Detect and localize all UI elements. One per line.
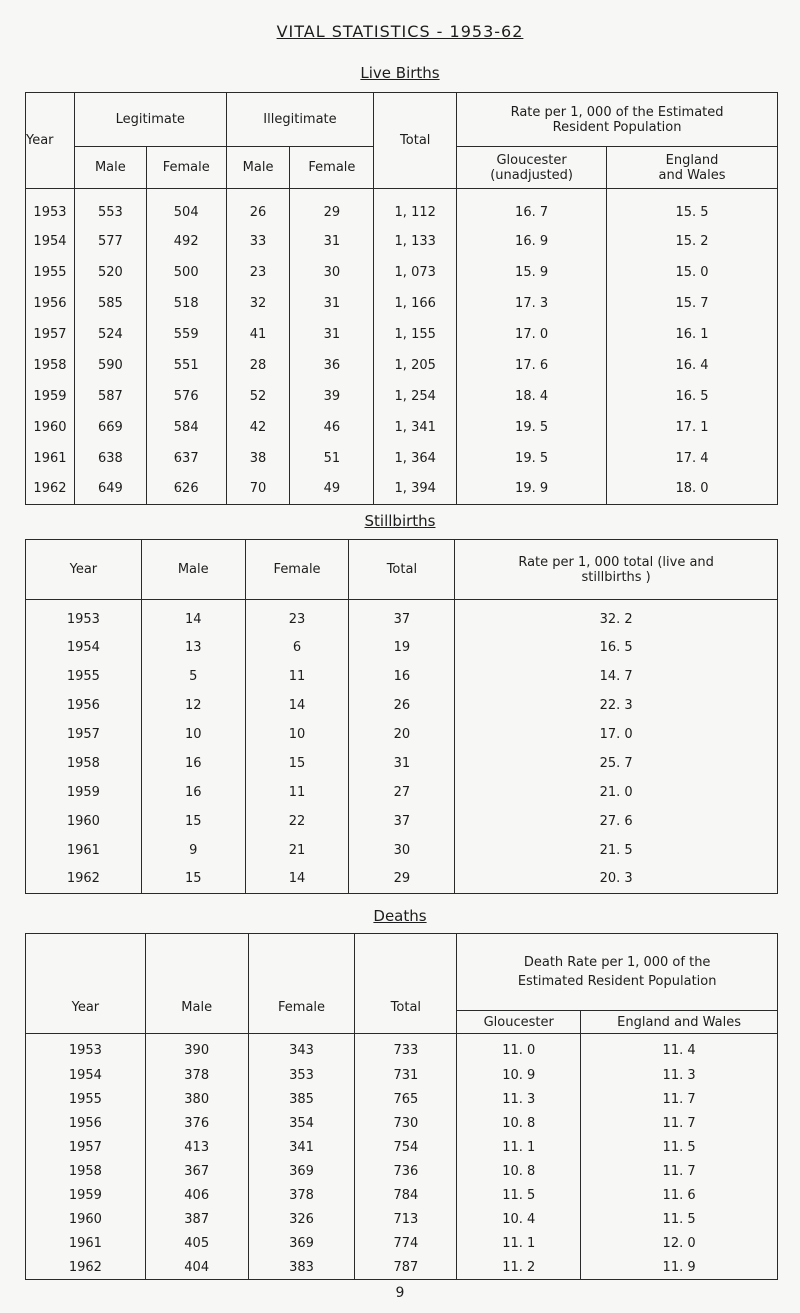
value-cell: 378 xyxy=(145,1064,248,1088)
value-cell: 16 xyxy=(141,749,245,778)
lb-header-legitimate: Legitimate xyxy=(74,93,226,147)
table-row xyxy=(26,1064,778,1088)
table-row xyxy=(26,257,778,288)
year-cell: 1958 xyxy=(26,350,75,381)
value-cell: 32. 2 xyxy=(455,600,778,633)
year-cell: 1957 xyxy=(26,319,75,350)
deaths-heading: Deaths xyxy=(373,907,427,925)
value-cell: 15. 0 xyxy=(607,257,778,288)
value-cell: 524 xyxy=(74,319,146,350)
table-row xyxy=(26,226,778,257)
value-cell: 37 xyxy=(349,807,455,836)
table-row xyxy=(26,749,778,778)
d-header-gloucester: Gloucester xyxy=(457,1011,581,1034)
year-cell: 1953 xyxy=(26,600,142,633)
value-cell: 25. 7 xyxy=(455,749,778,778)
value-cell: 26 xyxy=(226,189,290,226)
year-cell: 1960 xyxy=(26,1208,146,1232)
table-row xyxy=(26,662,778,691)
value-cell: 49 xyxy=(290,474,374,505)
value-cell: 16. 1 xyxy=(607,319,778,350)
value-cell: 31 xyxy=(290,226,374,257)
value-cell: 11 xyxy=(245,778,349,807)
value-cell: 11. 1 xyxy=(457,1232,581,1256)
value-cell: 29 xyxy=(290,189,374,226)
table-row xyxy=(26,1088,778,1112)
year-cell: 1955 xyxy=(26,662,142,691)
value-cell: 16. 7 xyxy=(457,189,607,226)
value-cell: 14 xyxy=(141,600,245,633)
lb-header-year: Year xyxy=(26,93,75,189)
value-cell: 15. 5 xyxy=(607,189,778,226)
value-cell: 14 xyxy=(245,691,349,720)
sb-header-rate: Rate per 1, 000 total (live and stillbirths ) xyxy=(455,540,778,600)
value-cell: 520 xyxy=(74,257,146,288)
value-cell: 29 xyxy=(349,865,455,894)
value-cell: 1, 394 xyxy=(374,474,457,505)
year-cell: 1962 xyxy=(26,865,142,894)
value-cell: 390 xyxy=(145,1034,248,1064)
value-cell: 17. 0 xyxy=(455,720,778,749)
value-cell: 11. 7 xyxy=(581,1112,778,1136)
table-row xyxy=(26,350,778,381)
d-header-year: Year xyxy=(26,934,146,1034)
value-cell: 15 xyxy=(245,749,349,778)
value-cell: 15. 2 xyxy=(607,226,778,257)
table-row xyxy=(26,1160,778,1184)
lb-header-illegitimate: Illegitimate xyxy=(226,93,374,147)
value-cell: 11. 0 xyxy=(457,1034,581,1064)
value-cell: 353 xyxy=(248,1064,355,1088)
value-cell: 11. 9 xyxy=(581,1256,778,1280)
live-births-heading: Live Births xyxy=(360,64,440,82)
table-row xyxy=(26,691,778,720)
value-cell: 341 xyxy=(248,1136,355,1160)
value-cell: 51 xyxy=(290,443,374,474)
year-cell: 1962 xyxy=(26,474,75,505)
value-cell: 369 xyxy=(248,1160,355,1184)
value-cell: 577 xyxy=(74,226,146,257)
year-cell: 1955 xyxy=(26,257,75,288)
value-cell: 354 xyxy=(248,1112,355,1136)
value-cell: 736 xyxy=(355,1160,457,1184)
value-cell: 730 xyxy=(355,1112,457,1136)
value-cell: 27. 6 xyxy=(455,807,778,836)
value-cell: 23 xyxy=(226,257,290,288)
table-row xyxy=(26,443,778,474)
value-cell: 19. 5 xyxy=(457,412,607,443)
value-cell: 14. 7 xyxy=(455,662,778,691)
value-cell: 21. 0 xyxy=(455,778,778,807)
table-row xyxy=(26,319,778,350)
value-cell: 553 xyxy=(74,189,146,226)
value-cell: 1, 254 xyxy=(374,381,457,412)
page-title: VITAL STATISTICS - 1953-62 xyxy=(276,22,524,41)
value-cell: 39 xyxy=(290,381,374,412)
sb-header-male: Male xyxy=(141,540,245,600)
value-cell: 12 xyxy=(141,691,245,720)
value-cell: 500 xyxy=(146,257,226,288)
value-cell: 765 xyxy=(355,1088,457,1112)
year-cell: 1961 xyxy=(26,1232,146,1256)
year-cell: 1956 xyxy=(26,691,142,720)
year-cell: 1954 xyxy=(26,633,142,662)
value-cell: 20. 3 xyxy=(455,865,778,894)
value-cell: 11. 5 xyxy=(581,1208,778,1232)
value-cell: 380 xyxy=(145,1088,248,1112)
value-cell: 10. 9 xyxy=(457,1064,581,1088)
value-cell: 367 xyxy=(145,1160,248,1184)
year-cell: 1956 xyxy=(26,288,75,319)
value-cell: 637 xyxy=(146,443,226,474)
value-cell: 31 xyxy=(349,749,455,778)
value-cell: 19. 5 xyxy=(457,443,607,474)
value-cell: 1, 341 xyxy=(374,412,457,443)
value-cell: 37 xyxy=(349,600,455,633)
value-cell: 28 xyxy=(226,350,290,381)
lb-header-illegit-male: Male xyxy=(226,147,290,189)
value-cell: 17. 3 xyxy=(457,288,607,319)
value-cell: 36 xyxy=(290,350,374,381)
value-cell: 11. 1 xyxy=(457,1136,581,1160)
d-header-rate: Death Rate per 1, 000 of the Estimated Resident Population xyxy=(457,934,778,1011)
value-cell: 15. 7 xyxy=(607,288,778,319)
value-cell: 733 xyxy=(355,1034,457,1064)
value-cell: 17. 4 xyxy=(607,443,778,474)
value-cell: 32 xyxy=(226,288,290,319)
lb-header-legit-male: Male xyxy=(74,147,146,189)
value-cell: 18. 4 xyxy=(457,381,607,412)
value-cell: 11. 6 xyxy=(581,1184,778,1208)
value-cell: 10 xyxy=(245,720,349,749)
value-cell: 13 xyxy=(141,633,245,662)
value-cell: 649 xyxy=(74,474,146,505)
value-cell: 11. 5 xyxy=(581,1136,778,1160)
d-header-england: England and Wales xyxy=(581,1011,778,1034)
value-cell: 16 xyxy=(141,778,245,807)
value-cell: 12. 0 xyxy=(581,1232,778,1256)
value-cell: 16. 9 xyxy=(457,226,607,257)
value-cell: 18. 0 xyxy=(607,474,778,505)
table-row xyxy=(26,600,778,633)
value-cell: 518 xyxy=(146,288,226,319)
table-row xyxy=(26,412,778,443)
value-cell: 10. 8 xyxy=(457,1160,581,1184)
year-cell: 1958 xyxy=(26,749,142,778)
table-row xyxy=(26,836,778,865)
value-cell: 31 xyxy=(290,319,374,350)
value-cell: 1, 073 xyxy=(374,257,457,288)
table-row xyxy=(26,288,778,319)
value-cell: 387 xyxy=(145,1208,248,1232)
table-row xyxy=(26,1184,778,1208)
value-cell: 52 xyxy=(226,381,290,412)
value-cell: 46 xyxy=(290,412,374,443)
value-cell: 576 xyxy=(146,381,226,412)
table-row xyxy=(26,865,778,894)
value-cell: 326 xyxy=(248,1208,355,1232)
value-cell: 369 xyxy=(248,1232,355,1256)
value-cell: 638 xyxy=(74,443,146,474)
value-cell: 406 xyxy=(145,1184,248,1208)
value-cell: 21 xyxy=(245,836,349,865)
value-cell: 1, 205 xyxy=(374,350,457,381)
table-row xyxy=(26,1256,778,1280)
value-cell: 23 xyxy=(245,600,349,633)
live-births-body xyxy=(26,189,778,505)
year-cell: 1957 xyxy=(26,1136,146,1160)
year-cell: 1955 xyxy=(26,1088,146,1112)
table-row xyxy=(26,1208,778,1232)
table-row xyxy=(26,1232,778,1256)
value-cell: 30 xyxy=(349,836,455,865)
value-cell: 5 xyxy=(141,662,245,691)
value-cell: 15. 9 xyxy=(457,257,607,288)
value-cell: 754 xyxy=(355,1136,457,1160)
value-cell: 6 xyxy=(245,633,349,662)
value-cell: 383 xyxy=(248,1256,355,1280)
table-row xyxy=(26,633,778,662)
value-cell: 70 xyxy=(226,474,290,505)
value-cell: 16. 5 xyxy=(607,381,778,412)
value-cell: 405 xyxy=(145,1232,248,1256)
lb-header-england: England and Wales xyxy=(607,147,778,189)
year-cell: 1956 xyxy=(26,1112,146,1136)
year-cell: 1960 xyxy=(26,807,142,836)
value-cell: 33 xyxy=(226,226,290,257)
year-cell: 1953 xyxy=(26,189,75,226)
deaths-table xyxy=(25,933,778,1280)
value-cell: 42 xyxy=(226,412,290,443)
d-header-female: Female xyxy=(248,934,355,1034)
value-cell: 504 xyxy=(146,189,226,226)
lb-header-gloucester: Gloucester (unadjusted) xyxy=(457,147,607,189)
value-cell: 11 xyxy=(245,662,349,691)
year-cell: 1957 xyxy=(26,720,142,749)
value-cell: 14 xyxy=(245,865,349,894)
lb-header-total: Total xyxy=(374,93,457,189)
value-cell: 559 xyxy=(146,319,226,350)
year-cell: 1960 xyxy=(26,412,75,443)
d-header-total: Total xyxy=(355,934,457,1034)
value-cell: 774 xyxy=(355,1232,457,1256)
value-cell: 669 xyxy=(74,412,146,443)
value-cell: 551 xyxy=(146,350,226,381)
value-cell: 404 xyxy=(145,1256,248,1280)
value-cell: 11. 5 xyxy=(457,1184,581,1208)
value-cell: 19. 9 xyxy=(457,474,607,505)
value-cell: 19 xyxy=(349,633,455,662)
sb-header-year: Year xyxy=(26,540,142,600)
value-cell: 21. 5 xyxy=(455,836,778,865)
value-cell: 1, 133 xyxy=(374,226,457,257)
value-cell: 585 xyxy=(74,288,146,319)
value-cell: 27 xyxy=(349,778,455,807)
stillbirths-heading: Stillbirths xyxy=(364,512,436,530)
value-cell: 413 xyxy=(145,1136,248,1160)
value-cell: 15 xyxy=(141,865,245,894)
deaths-body xyxy=(26,1034,778,1280)
table-row xyxy=(26,381,778,412)
live-births-table xyxy=(25,92,778,505)
value-cell: 16. 5 xyxy=(455,633,778,662)
value-cell: 10 xyxy=(141,720,245,749)
stillbirths-table xyxy=(25,539,778,894)
table-row xyxy=(26,474,778,505)
sb-header-total: Total xyxy=(349,540,455,600)
value-cell: 22 xyxy=(245,807,349,836)
value-cell: 376 xyxy=(145,1112,248,1136)
year-cell: 1954 xyxy=(26,1064,146,1088)
value-cell: 11. 2 xyxy=(457,1256,581,1280)
value-cell: 385 xyxy=(248,1088,355,1112)
year-cell: 1953 xyxy=(26,1034,146,1064)
value-cell: 1, 155 xyxy=(374,319,457,350)
value-cell: 713 xyxy=(355,1208,457,1232)
d-header-male: Male xyxy=(145,934,248,1034)
year-cell: 1959 xyxy=(26,1184,146,1208)
table-row xyxy=(26,720,778,749)
table-row xyxy=(26,1034,778,1064)
value-cell: 41 xyxy=(226,319,290,350)
value-cell: 15 xyxy=(141,807,245,836)
table-row xyxy=(26,1112,778,1136)
table-row xyxy=(26,807,778,836)
value-cell: 26 xyxy=(349,691,455,720)
year-cell: 1962 xyxy=(26,1256,146,1280)
year-cell: 1958 xyxy=(26,1160,146,1184)
value-cell: 587 xyxy=(74,381,146,412)
value-cell: 9 xyxy=(141,836,245,865)
value-cell: 17. 6 xyxy=(457,350,607,381)
value-cell: 17. 1 xyxy=(607,412,778,443)
year-cell: 1961 xyxy=(26,836,142,865)
value-cell: 16. 4 xyxy=(607,350,778,381)
table-row xyxy=(26,189,778,226)
value-cell: 38 xyxy=(226,443,290,474)
value-cell: 20 xyxy=(349,720,455,749)
value-cell: 17. 0 xyxy=(457,319,607,350)
value-cell: 31 xyxy=(290,288,374,319)
value-cell: 1, 364 xyxy=(374,443,457,474)
value-cell: 11. 3 xyxy=(581,1064,778,1088)
page-number: 9 xyxy=(395,1285,405,1301)
value-cell: 1, 112 xyxy=(374,189,457,226)
year-cell: 1961 xyxy=(26,443,75,474)
sb-header-female: Female xyxy=(245,540,349,600)
table-row xyxy=(26,778,778,807)
value-cell: 11. 3 xyxy=(457,1088,581,1112)
value-cell: 16 xyxy=(349,662,455,691)
value-cell: 10. 8 xyxy=(457,1112,581,1136)
year-cell: 1959 xyxy=(26,381,75,412)
value-cell: 10. 4 xyxy=(457,1208,581,1232)
value-cell: 343 xyxy=(248,1034,355,1064)
value-cell: 11. 7 xyxy=(581,1160,778,1184)
value-cell: 787 xyxy=(355,1256,457,1280)
value-cell: 22. 3 xyxy=(455,691,778,720)
value-cell: 30 xyxy=(290,257,374,288)
table-row xyxy=(26,1136,778,1160)
value-cell: 378 xyxy=(248,1184,355,1208)
lb-header-legit-female: Female xyxy=(146,147,226,189)
value-cell: 731 xyxy=(355,1064,457,1088)
lb-header-rate: Rate per 1, 000 of the Estimated Resident Population xyxy=(457,93,778,147)
value-cell: 1, 166 xyxy=(374,288,457,319)
value-cell: 626 xyxy=(146,474,226,505)
value-cell: 584 xyxy=(146,412,226,443)
value-cell: 11. 7 xyxy=(581,1088,778,1112)
value-cell: 492 xyxy=(146,226,226,257)
stillbirths-body xyxy=(26,600,778,894)
value-cell: 784 xyxy=(355,1184,457,1208)
year-cell: 1959 xyxy=(26,778,142,807)
lb-header-illegit-female: Female xyxy=(290,147,374,189)
value-cell: 11. 4 xyxy=(581,1034,778,1064)
year-cell: 1954 xyxy=(26,226,75,257)
value-cell: 590 xyxy=(74,350,146,381)
